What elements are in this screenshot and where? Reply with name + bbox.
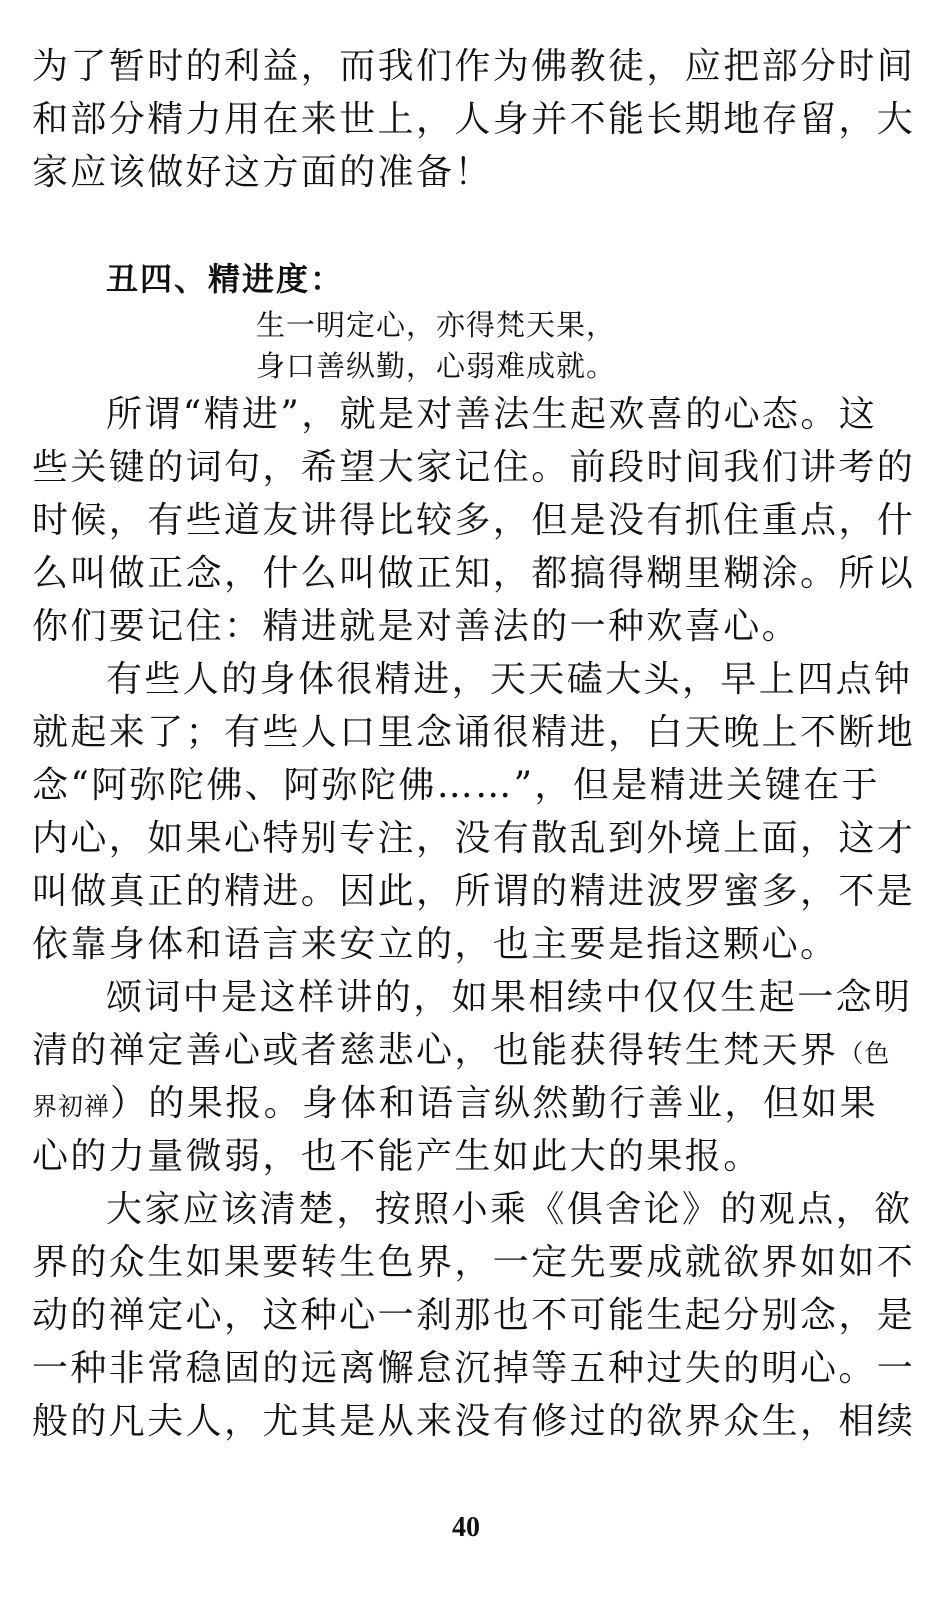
text-line: 就起来了；有些人口里念诵很精进，白天晚上不断地 (32, 712, 916, 753)
text-line: 一种非常稳固的远离懈怠沉掉等五种过失的明心。一 (32, 1348, 916, 1389)
text-line: 和部分精力用在来世上，人身并不能长期地存留，大 (32, 99, 916, 140)
text-line: 大家应该清楚，按照小乘《俱舍论》的观点，欲 (106, 1189, 913, 1230)
annotation-text: （色 (838, 1039, 891, 1068)
annotation-text: 界初禅 (32, 1092, 111, 1121)
text-line: 为了暂时的利益，而我们作为佛教徒，应把部分时间 (32, 46, 916, 87)
section-heading: 丑四、精进度： (106, 260, 345, 298)
text-line: 时候，有些道友讲得比较多，但是没有抓住重点，什 (32, 500, 916, 541)
text-line: 有些人的身体很精进，天天磕大头，早上四点钟 (106, 659, 913, 700)
text-line: 界的众生如果要转生色界，一定先要成就欲界如如不 (32, 1242, 916, 1283)
text-line: 依靠身体和语言来安立的，也主要是指这颗心。 (32, 924, 839, 965)
paragraph-verse-explanation (32, 971, 913, 1183)
text-line: 你们要记住：精进就是对善法的一种欢喜心。 (32, 606, 801, 647)
verse-line-2: 身口善纵勤，心弱难成就。 (256, 349, 617, 383)
text-line: 动的禅定心，这种心一刹那也不可能生起分别念，是 (32, 1295, 916, 1336)
paragraph-diligence (32, 653, 916, 971)
paragraph-intro (32, 40, 916, 199)
text-line: 家应该做好这方面的准备！ (32, 152, 493, 193)
text-line: 所谓“精进”，就是对善法生起欢喜的心态。这 (106, 394, 878, 435)
paragraph-abhidharma (32, 1183, 916, 1448)
text-line: 内心，如果心特别专注，没有散乱到外境上面，这才 (32, 818, 916, 859)
text-line: 颂词中是这样讲的，如果相续中仅仅生起一念明 (106, 977, 913, 1018)
text-line (32, 1024, 891, 1077)
text-line: 叫做真正的精进。因此，所谓的精进波罗蜜多，不是 (32, 871, 916, 912)
text-line: 念“阿弥陀佛、阿弥陀佛……”，但是精进关键在于 (32, 765, 881, 806)
text-segment: ）的果报。身体和语言纵然勤行善业，但如果 (110, 1083, 879, 1124)
text-line: 些关键的词句，希望大家记住。前段时间我们讲考的 (32, 447, 916, 488)
text-line: 么叫做正念，什么叫做正知，都搞得糊里糊涂。所以 (32, 553, 916, 594)
paragraph-definition (32, 388, 916, 653)
text-line (32, 1077, 879, 1130)
verse-line-1: 生一明定心，亦得梵天果， (256, 308, 617, 342)
text-segment: 清的禅定善心或者慈悲心，也能获得转生梵天界 (32, 1030, 839, 1071)
text-line: 般的凡夫人，尤其是从来没有修过的欲界众生，相续 (32, 1401, 916, 1442)
text-line: 心的力量微弱，也不能产生如此大的果报。 (32, 1136, 762, 1177)
page-number: 40 (452, 1512, 480, 1543)
